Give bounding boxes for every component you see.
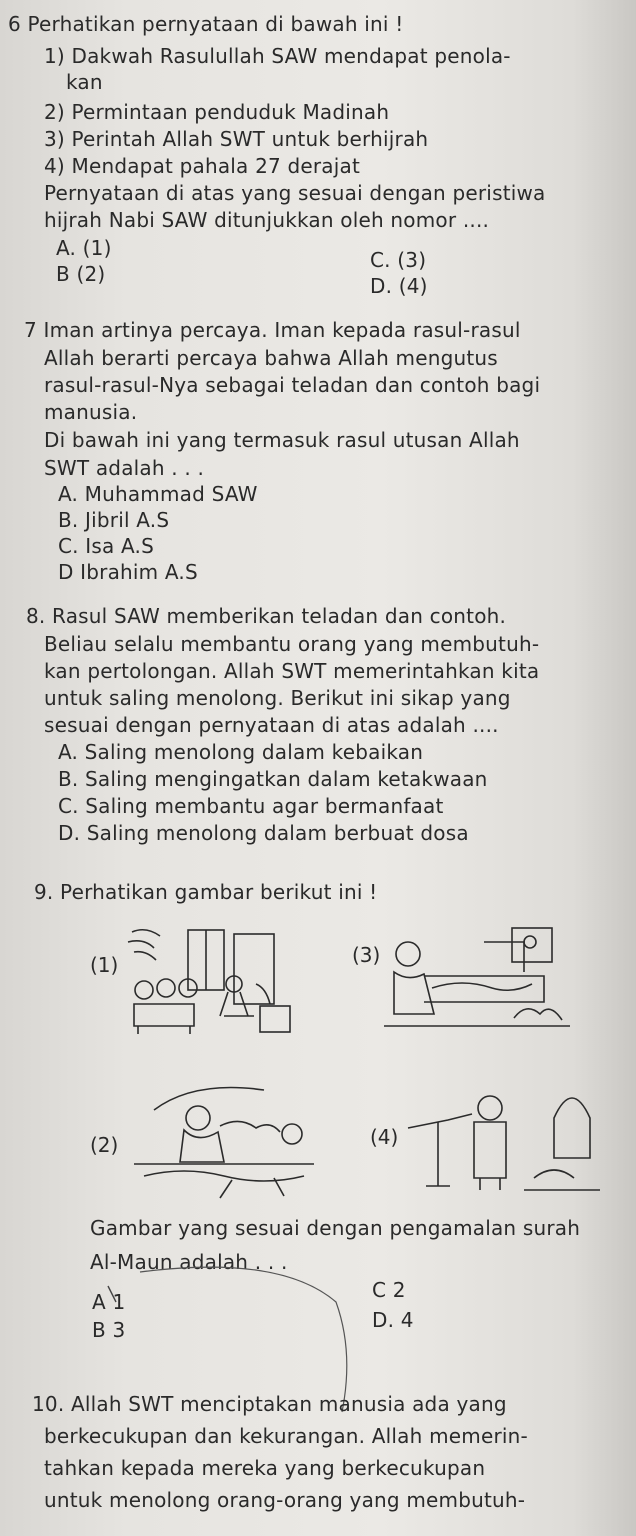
q8-option-d: D. Saling menolong dalam berbuat dosa (58, 821, 469, 845)
q9-option-b: B 3 (92, 1318, 126, 1342)
q7-option-b: B. Jibril A.S (58, 508, 170, 532)
q7-option-c: C. Isa A.S (58, 534, 154, 558)
q7-option-d: D Ibrahim A.S (58, 560, 198, 584)
q6-question-line-2: hijrah Nabi SAW ditunjukkan oleh nomor .... (44, 208, 490, 232)
q6-option-d: D. (4) (370, 274, 428, 298)
q9-figure-3-helping-illustration (384, 922, 574, 1034)
q7-line-1: 7 Iman artinya percaya. Iman kepada rasul-rasul (24, 318, 521, 342)
q9-stem: 9. Perhatikan gambar berikut ini ! (34, 880, 378, 904)
q8-line-5: sesuai dengan pernyataan di atas adalah .... (44, 713, 499, 737)
q6-stem: 6 Perhatikan pernyataan di bawah ini ! (8, 12, 404, 36)
q8-option-b: B. Saling mengingatkan dalam ketakwaan (58, 767, 488, 791)
q9-option-d: D. 4 (372, 1308, 414, 1332)
q6-option-b: B (2) (56, 262, 106, 286)
q7-line-3: rasul-rasul-Nya sebagai teladan dan contoh bagi (44, 373, 541, 397)
q6-item-1-cont: kan (66, 70, 103, 94)
q9-option-a: A 1 (92, 1290, 126, 1314)
q8-line-1: 8. Rasul SAW memberikan teladan dan contoh. (26, 604, 507, 628)
q9-figure-4-speech-illustration (404, 1078, 604, 1194)
q8-line-4: untuk saling menolong. Berikut ini sikap yang (44, 686, 511, 710)
q7-line-4: manusia. (44, 400, 138, 424)
q6-item-1: 1) Dakwah Rasulullah SAW mendapat penola- (44, 44, 511, 68)
q8-option-c: C. Saling membantu agar bermanfaat (58, 794, 444, 818)
q9-figure-3-label: (3) (352, 943, 381, 967)
q10-line-3: tahkan kepada mereka yang berkecukupan (44, 1456, 486, 1480)
q9-question-line-2: Al-Maun adalah . . . (90, 1250, 288, 1274)
q6-item-3: 3) Perintah Allah SWT untuk berhijrah (44, 127, 429, 151)
q6-question-line-1: Pernyataan di atas yang sesuai dengan peristiwa (44, 181, 546, 205)
q6-item-2: 2) Permintaan penduduk Madinah (44, 100, 390, 124)
q9-figure-1-label: (1) (90, 953, 119, 977)
q7-line-2: Allah berarti percaya bahwa Allah mengutus (44, 346, 498, 370)
q9-figure-2-label: (2) (90, 1133, 119, 1157)
q6-item-4: 4) Mendapat pahala 27 derajat (44, 154, 361, 178)
q9-figure-2-eating-illustration (124, 1080, 324, 1200)
q10-line-1: 10. Allah SWT menciptakan manusia ada yang (32, 1392, 507, 1416)
q9-figure-4-label: (4) (370, 1125, 399, 1149)
q10-line-2: berkecukupan dan kekurangan. Allah memerin- (44, 1424, 528, 1448)
q8-option-a: A. Saling menolong dalam kebaikan (58, 740, 424, 764)
q10-line-4: untuk menolong orang-orang yang membutuh- (44, 1488, 526, 1512)
q9-option-c: C 2 (372, 1278, 406, 1302)
q8-line-2: Beliau selalu membantu orang yang membutuh- (44, 632, 540, 656)
q6-option-a: A. (1) (56, 236, 112, 260)
q9-figure-1-classroom-illustration (124, 924, 304, 1036)
q6-option-c: C. (3) (370, 248, 427, 272)
q8-line-3: kan pertolongan. Allah SWT memerintahkan kita (44, 659, 540, 683)
q7-line-5: Di bawah ini yang termasuk rasul utusan Allah (44, 428, 520, 452)
pencil-mark (100, 1246, 360, 1416)
q9-question-line-1: Gambar yang sesuai dengan pengamalan surah (90, 1216, 581, 1240)
q7-line-6: SWT adalah . . . (44, 456, 205, 480)
q7-option-a: A. Muhammad SAW (58, 482, 258, 506)
